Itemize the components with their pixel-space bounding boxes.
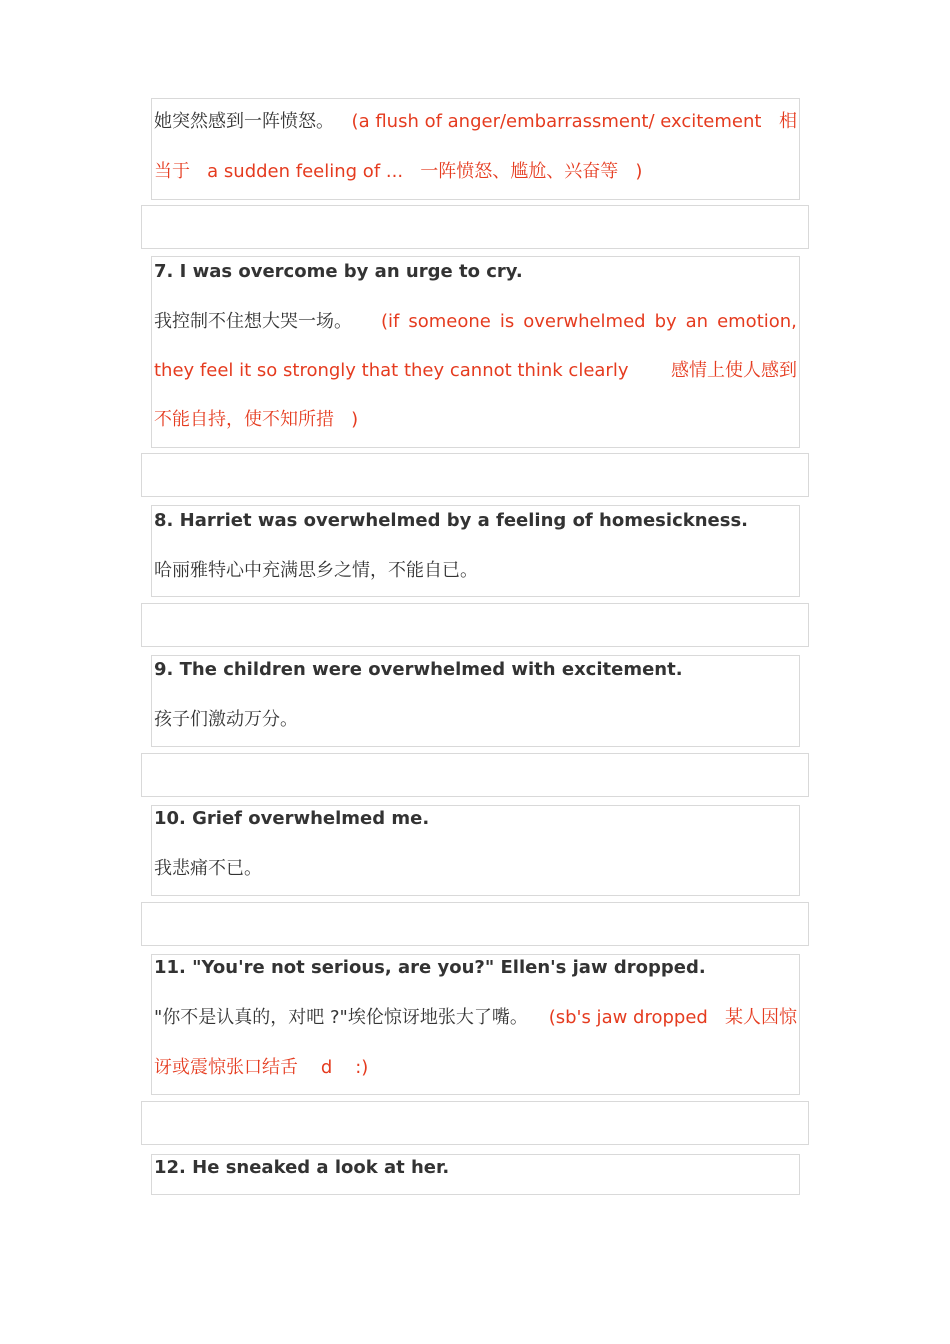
entry-9-sentence: 9. The children were overwhelmed with excitement. xyxy=(154,659,683,680)
entry-11-sentence: 11. "You're not serious, are you?" Ellen's jaw dropped. xyxy=(154,957,706,978)
entry-7-line-3 xyxy=(154,358,797,384)
spacer-row xyxy=(141,603,809,647)
entry-8 xyxy=(151,505,800,597)
entry-7-translation: 我控制不住想大哭一场。 xyxy=(154,311,352,332)
entry-7-line-2 xyxy=(154,309,797,335)
entry-6 xyxy=(151,98,800,200)
entry-6-translation: 她突然感到一阵愤怒。 xyxy=(154,111,334,132)
entry-7-note-word: emotion, xyxy=(717,311,797,332)
spacer-row xyxy=(141,453,809,497)
entry-7-note-definition: they feel it so strongly that they cannot think clearly xyxy=(154,360,629,381)
entry-11-line-2 xyxy=(154,1005,797,1031)
entry-7-note-line-4: 不能自持，使不知所措 ) xyxy=(154,409,359,430)
entry-6-note: (a flush of anger/embarrassment/ excitement xyxy=(351,111,762,132)
entry-6-note-tail: 相 xyxy=(779,111,797,132)
entry-7-note-word: is xyxy=(499,311,515,332)
entry-9-translation: 孩子们激动万分。 xyxy=(154,709,298,730)
entry-12-sentence: 12. He sneaked a look at her. xyxy=(154,1157,450,1178)
entry-7-note-gloss: 感情上使人感到 xyxy=(671,360,797,381)
entry-9 xyxy=(151,655,800,747)
entry-11-note: (sb's jaw dropped 某人因惊 xyxy=(548,1007,797,1028)
entry-11 xyxy=(151,954,800,1095)
entry-7-note-word: someone xyxy=(408,311,491,332)
entry-7-sentence: 7. I was overcome by an urge to cry. xyxy=(154,261,523,282)
entry-12 xyxy=(151,1154,800,1195)
entry-11-note-line-3: 讶或震惊张口结舌 d :) xyxy=(154,1057,369,1078)
entry-8-sentence: 8. Harriet was overwhelmed by a feeling of homesickness. xyxy=(154,510,748,531)
entry-7-note-word: (if xyxy=(380,311,400,332)
spacer-row xyxy=(141,902,809,946)
entry-7-note-word: by xyxy=(654,311,677,332)
entry-7-note-word: overwhelmed xyxy=(523,311,646,332)
entry-10 xyxy=(151,805,800,896)
spacer-row xyxy=(141,205,809,249)
entry-6-line-1 xyxy=(154,109,797,135)
spacer-row xyxy=(141,753,809,797)
entry-10-translation: 我悲痛不已。 xyxy=(154,858,262,879)
entry-8-translation: 哈丽雅特心中充满思乡之情，不能自已。 xyxy=(154,560,478,581)
entry-11-translation: "你不是认真的，对吧 ?"埃伦惊讶地张大了嘴。 xyxy=(154,1007,528,1028)
entry-6-note-line-2: 当于 a sudden feeling of ... 一阵愤怒、尴尬、兴奋等 ) xyxy=(154,161,643,182)
entry-7 xyxy=(151,256,800,448)
entry-10-sentence: 10. Grief overwhelmed me. xyxy=(154,808,430,829)
spacer-row xyxy=(141,1101,809,1145)
entry-7-note-word: an xyxy=(685,311,709,332)
